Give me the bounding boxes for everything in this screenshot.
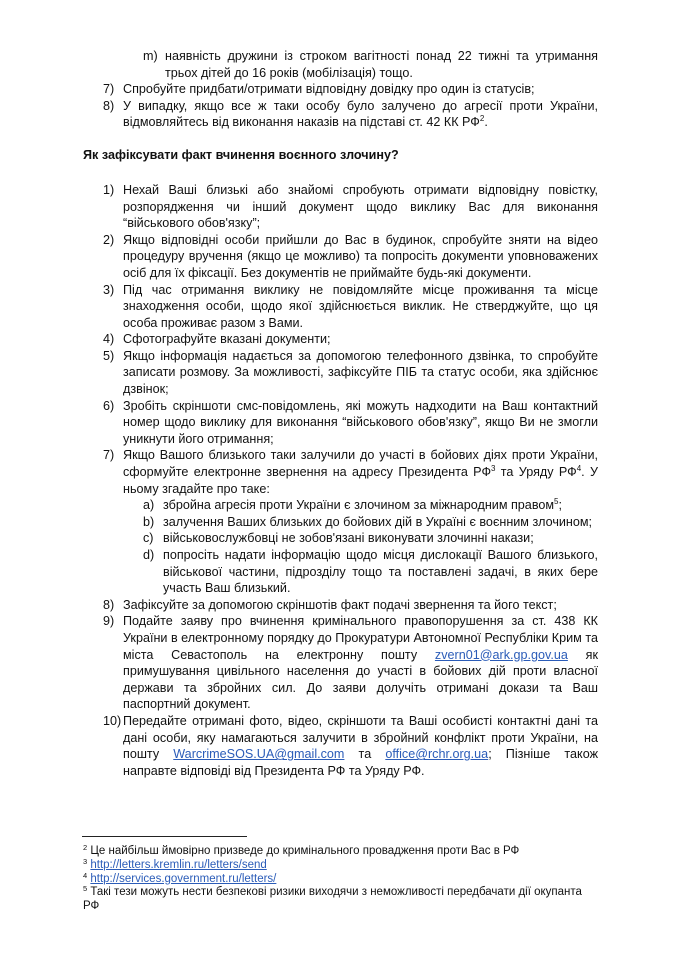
step-text: Якщо інформація надається за допомогою телефонного дзвінка, то спробуйте записати розмову. За можливості, зафіксуйте ПІБ та статус особи, яка здійснює дзвінок; <box>123 348 598 397</box>
step-number: 9) <box>103 614 115 629</box>
sub-item-text: залучення Ваших близьких до бойових дій в Україні є воєнним злочином; <box>163 514 593 529</box>
step-number: 6) <box>103 398 115 413</box>
footnote-reference[interactable]: 4 <box>576 464 582 474</box>
step-7-sub-a <box>83 497 598 514</box>
step-number: 1) <box>103 182 115 197</box>
step-text: як примушування цивільного населення до участі в бойових дій проти власної держави та збройних сил. До заяви долучіть отримані докази та Ваш паспортний документ. <box>123 647 598 712</box>
step-text: та Уряду РФ <box>495 465 577 480</box>
prosecutor-email-link[interactable]: zvern01@ark.gp.gov.ua <box>434 647 568 662</box>
footnote-text: Такі тези можуть нести безпекові ризики виходячи з неможливості передбачати дії окупанта РФ <box>83 886 582 913</box>
step-text: Нехай Ваші близькі або знайомі спробують отримати відповідну повістку, розпорядження чи інший документ щодо виклику Вас для виконання “військового обов'язку”; <box>123 182 598 231</box>
step-9 <box>83 613 598 713</box>
step-text: Якщо Вашого близького таки залучили до участі в бойових діях проти України, сформуйте електронне звернення на адресу Президента РФ <box>123 448 598 480</box>
step-text: Якщо відповідні особи прийшли до Вас в будинок, спробуйте зняти на відео процедуру вручення (якщо це можливо) та попросіть документи уповноважених осіб для їх фіксації. Без документів не приймайте будь-які документи. <box>123 232 598 280</box>
step-7-sub-d <box>83 547 598 597</box>
step-6 <box>83 398 598 448</box>
list-item-7-status-certificate <box>83 81 598 98</box>
list-item-m <box>83 48 598 81</box>
list-marker: 8) <box>103 98 115 113</box>
kremlin-letters-link[interactable]: http://letters.kremlin.ru/letters/send <box>90 858 267 871</box>
step-1 <box>83 182 598 232</box>
step-5 <box>83 348 598 398</box>
section-heading: Як зафіксувати факт вчинення воєнного злочину? <box>83 147 399 162</box>
step-3 <box>83 282 598 332</box>
step-7-sub-b <box>83 514 598 531</box>
step-number: 10) <box>103 713 122 728</box>
footnote-number: 4 <box>83 870 88 880</box>
step-text: та <box>344 747 386 762</box>
footnote-4 <box>83 870 598 887</box>
footnote-reference[interactable]: 5 <box>554 497 559 507</box>
rchr-email-link[interactable]: office@rchr.org.ua <box>385 747 489 762</box>
steps-list <box>83 182 598 779</box>
footnote-5 <box>83 886 598 914</box>
footnote-number: 5 <box>83 884 88 894</box>
step-text: Передайте отримані фото, відео, скріншоти та Ваші особисті контактні дані та дані особи, яку намагаються залучити в збройний конфлікт проти України, на пошту <box>123 713 598 762</box>
footnote-separator <box>82 836 247 837</box>
warcrime-sos-email-link[interactable]: WarcrimeSOS.UA@gmail.com <box>173 747 345 762</box>
step-text: Сфотографуйте вказані документи; <box>123 332 331 347</box>
step-4 <box>83 331 598 348</box>
step-number: 4) <box>103 332 115 347</box>
footnote-number: 3 <box>83 856 88 866</box>
sub-item-text: попросіть надати інформацію щодо місця дислокації Вашого близького, військової частини, підрозділу тощо та поставлені задачі, в яких бере участь Ваш близький. <box>163 548 598 596</box>
step-number: 7) <box>103 448 115 463</box>
footnote-number: 2 <box>83 843 88 852</box>
list-item-text: У випадку, якщо все ж таки особу було залучено до агресії проти України, відмовляйтесь від виконання наказів на підставі ст. 42 КК РФ <box>123 98 598 130</box>
document-body <box>83 48 598 779</box>
step-text: . У ньому згадайте про таке: <box>123 465 598 496</box>
footnote-text: Це найбільш ймовірно призведе до кримінального провадження проти Вас в РФ <box>90 845 520 857</box>
step-text: ; Пізніше також направте відповіді від Президента РФ та Уряду РФ. <box>123 747 598 778</box>
list-item-text: Спробуйте придбати/отримати відповідну довідку про один із статусів; <box>123 82 535 97</box>
footnotes <box>83 845 598 914</box>
sub-item-text: військовослужбовці не зобов'язані виконувати злочинні накази; <box>163 531 534 546</box>
list-item-8-refuse-orders <box>83 98 598 131</box>
sub-item-letter: b) <box>143 514 155 529</box>
step-7-sub-c <box>83 530 598 547</box>
list-marker: 7) <box>103 82 115 97</box>
list-marker: m) <box>143 49 158 63</box>
government-letters-link[interactable]: http://services.government.ru/letters/ <box>90 872 277 885</box>
sub-item-letter: d) <box>143 548 155 563</box>
step-number: 5) <box>103 348 115 363</box>
sub-item-letter: c) <box>143 531 154 546</box>
step-number: 2) <box>103 232 115 247</box>
sub-item-text-end: ; <box>558 498 562 513</box>
list-item-text-end: . <box>484 115 488 130</box>
step-2 <box>83 232 598 282</box>
step-text: Подайте заяву про вчинення кримінального правопорушення за ст. 438 КК України в електронному порядку до Прокуратури Автономної Республіки Крим та міста Севастополь на електронну пошту <box>123 614 598 662</box>
step-text: Зробіть скріншоти смс-повідомлень, які можуть надходити на Ваш контактний номер щодо виклику для виконання “військового обов'язку”, якщо Ви не змогли уникнути його отримання; <box>123 398 598 446</box>
list-item-text: наявність дружини із строком вагітності понад 22 тижні та утримання трьох дітей до 16 років (мобілізація) тощо. <box>165 49 598 80</box>
step-number: 8) <box>103 597 115 612</box>
step-text: Під час отримання виклику не повідомляйте місце проживання та місце знаходження особи, щодо якої здійснюється виклик. Не стверджуйте, що ця особа проживає разом з Вами. <box>123 282 598 330</box>
footnote-3 <box>83 856 598 873</box>
sub-item-text: збройна агресія проти України є злочином за міжнародним правом <box>163 498 555 513</box>
sub-item-letter: a) <box>143 498 155 513</box>
step-number: 3) <box>103 282 115 297</box>
footnote-reference[interactable]: 2 <box>479 114 485 124</box>
step-10 <box>83 713 598 779</box>
footnote-reference[interactable]: 3 <box>491 464 496 474</box>
footnote-2 <box>83 845 598 859</box>
step-7 <box>83 447 598 497</box>
step-8 <box>83 597 598 614</box>
step-text: Зафіксуйте за допомогою скріншотів факт подачі звернення та його текст; <box>123 597 557 612</box>
